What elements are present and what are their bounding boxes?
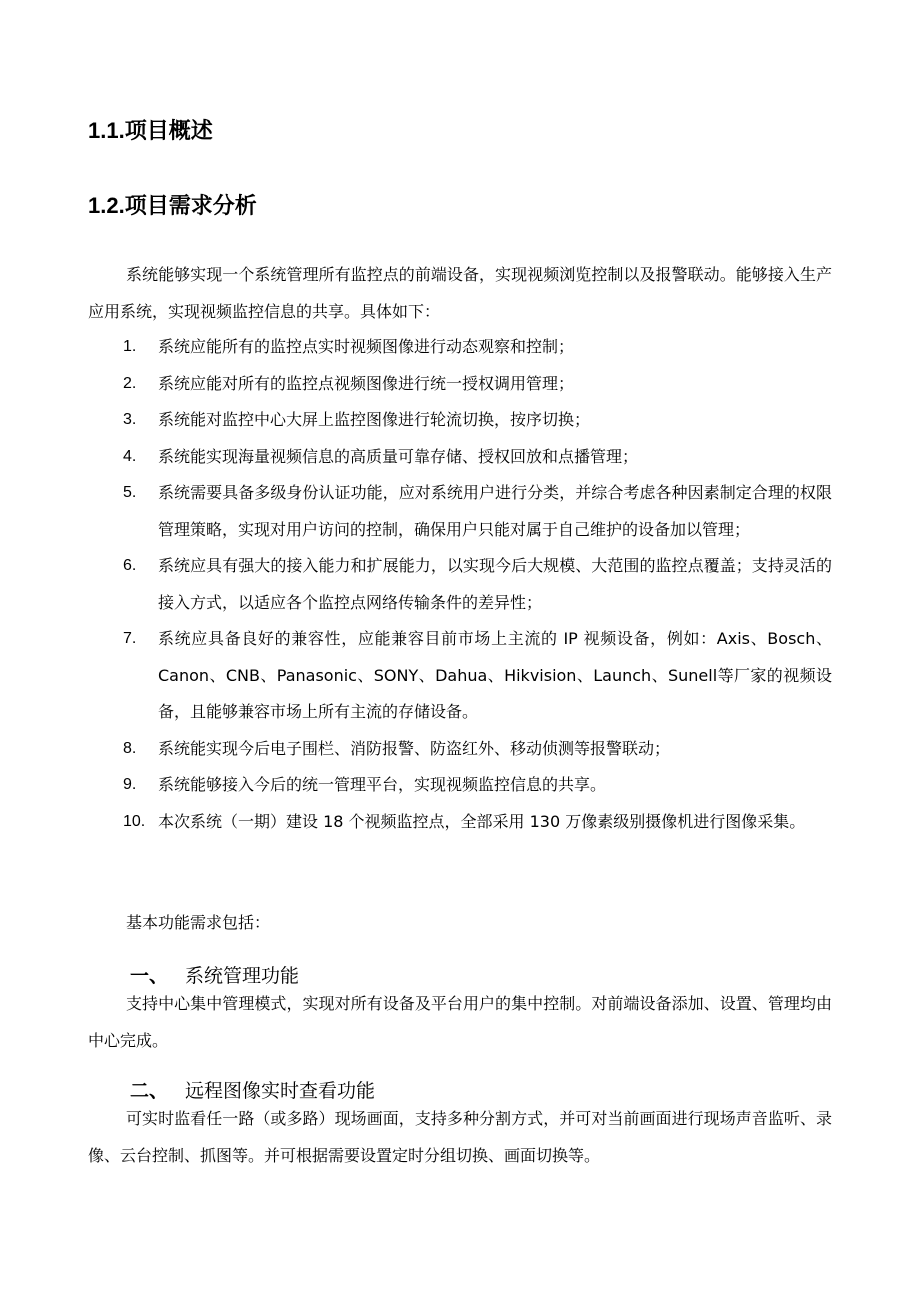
list-text: 本次系统（一期）建设 18 个视频监控点，全部采用 130 万像素级别摄像机进行图像采集。 [158,811,806,831]
list-item [88,767,832,804]
requirements-list [88,329,832,840]
list-item [88,548,832,621]
list-number: 3. [123,411,137,428]
list-item [88,366,832,403]
list-item [88,402,832,439]
list-text: 系统能够接入今后的统一管理平台，实现视频监控信息的共享。 [158,775,607,794]
list-number: 4. [123,447,137,465]
section-number: 一、 [130,965,169,987]
section-body: 可实时监看任一路（或多路）现场画面，支持多种分割方式，并可对当前画面进行现场声音监听、录像、云台控制、抓图等。并可根据需要设置定时分组切换、画面切换等。 [88,1109,832,1165]
list-number: 6. [123,557,137,574]
list-item [88,475,832,548]
list-text: 系统需要具备多级身份认证功能，应对系统用户进行分类，并综合考虑各种因素制定合理的权限管理策略，实现对用户访问的控制，确保用户只能对属于自己维护的设备加以管理； [158,483,832,539]
list-item [88,621,832,731]
basic-requirements-intro: 基本功能需求包括： [126,913,271,932]
list-number: 7. [123,630,137,647]
section-body: 支持中心集中管理模式，实现对所有设备及平台用户的集中控制。对前端设备添加、设置、管理均由中心完成。 [88,994,832,1050]
list-number: 1. [123,338,137,355]
list-number: 5. [123,484,137,501]
list-number: 10. [123,812,146,830]
section-number: 二、 [130,1080,169,1102]
list-number: 9. [123,776,137,793]
list-item [88,329,832,366]
heading-project-overview [88,114,213,145]
list-text: 系统能实现今后电子围栏、消防报警、防盗红外、移动侦测等报警联动； [158,738,671,758]
heading-number: 1.1. [88,118,125,143]
section-heading-system-management [130,961,299,988]
list-number: 2. [123,374,137,392]
list-text: 系统能实现海量视频信息的高质量可靠存储、授权回放和点播管理； [158,446,639,466]
heading-text: 项目概述 [124,119,213,144]
list-text: 系统能对监控中心大屏上监控图像进行轮流切换，按序切换； [158,410,591,429]
heading-text: 项目需求分析 [124,194,257,219]
list-item [88,804,832,841]
list-number: 8. [123,739,137,757]
list-text: 系统应能对所有的监控点视频图像进行统一授权调用管理； [158,373,575,393]
intro-paragraph: 系统能够实现一个系统管理所有监控点的前端设备，实现视频浏览控制以及报警联动。能够接入生产应用系统，实现视频监控信息的共享。具体如下： [88,265,832,321]
list-text: 系统应具备良好的兼容性，应能兼容目前市场上主流的 IP 视频设备，例如：Axis、Bosch、Canon、CNB、Panasonic、SONY、Dahua、Hikvision、Launch、Sunell等厂家的视频设备，且能够兼容市场上所有主流的存储设备。 [158,629,832,721]
heading-requirements-analysis [88,189,257,220]
section-heading-remote-viewing [130,1076,375,1103]
section-title: 系统管理功能 [185,965,300,987]
list-text: 系统应具有强大的接入能力和扩展能力，以实现今后大规模、大范围的监控点覆盖；支持灵活的接入方式，以适应各个监控点网络传输条件的差异性； [158,556,832,612]
list-item [88,439,832,476]
heading-number: 1.2. [88,193,125,218]
list-text: 系统应能所有的监控点实时视频图像进行动态观察和控制； [158,337,575,356]
section-title: 远程图像实时查看功能 [185,1080,376,1102]
list-item [88,731,832,768]
